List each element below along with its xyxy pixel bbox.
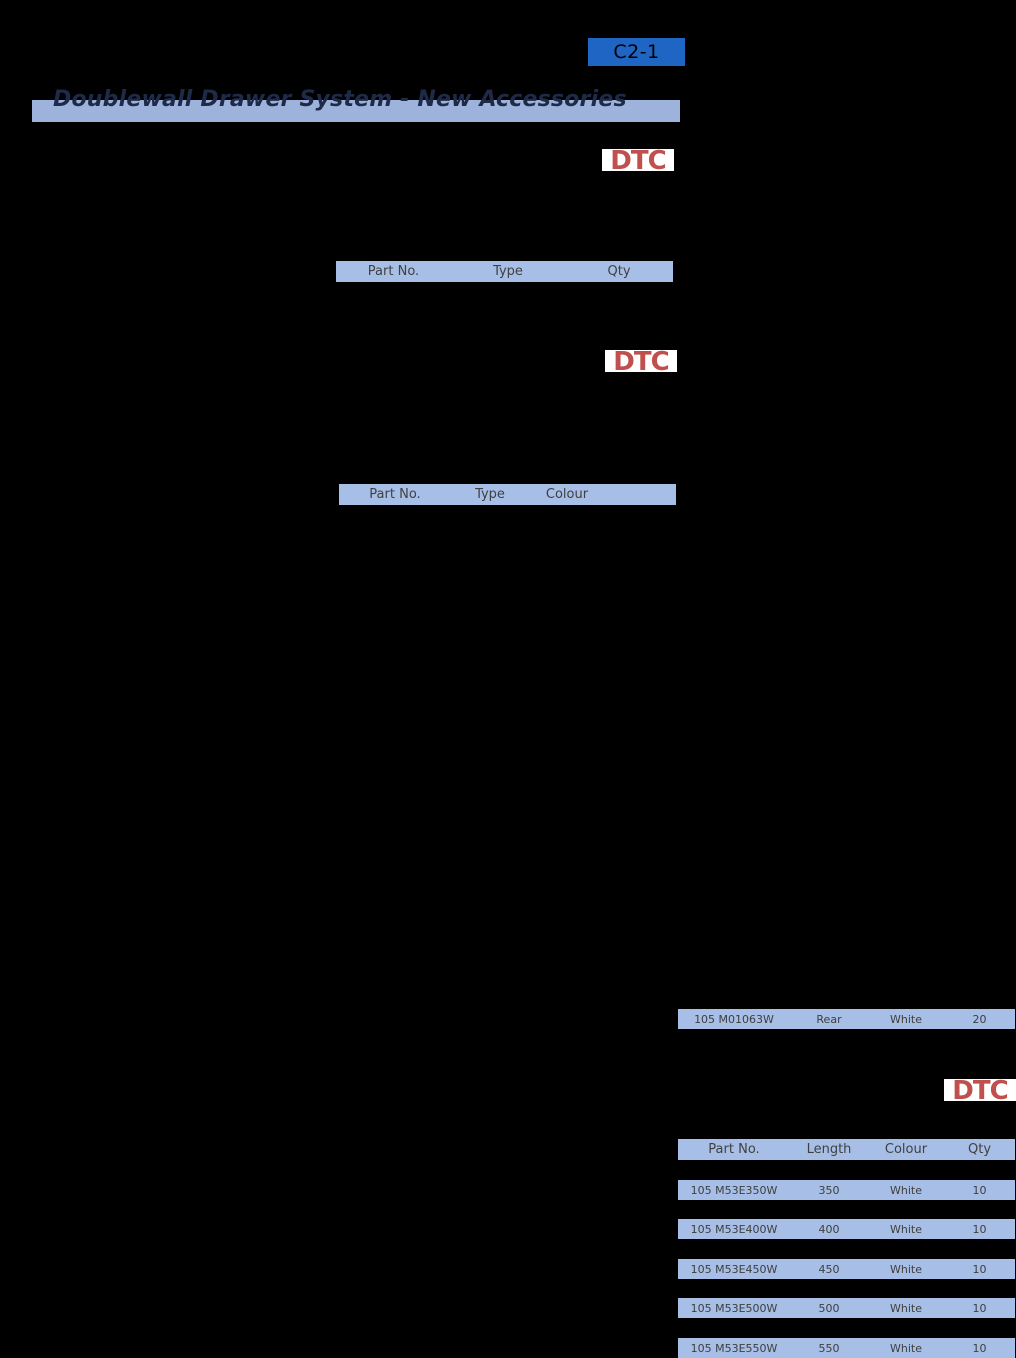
header-cell: Qty — [607, 264, 631, 279]
table-header — [678, 1139, 1015, 1160]
table-header — [336, 261, 673, 282]
cell-length: 350 — [818, 1183, 840, 1197]
title-band — [32, 87, 680, 122]
cell-part-no: 105 M53E550W — [690, 1341, 778, 1355]
header-cell: Type — [475, 487, 505, 502]
cell-qty: 10 — [972, 1222, 987, 1236]
table-row — [678, 1338, 1015, 1358]
table-row — [678, 1259, 1015, 1279]
page-number-tag: C2-1 — [588, 38, 685, 66]
header-cell: Part No. — [369, 487, 421, 502]
cell-colour: White — [890, 1341, 922, 1355]
cell-length: 550 — [818, 1341, 840, 1355]
cell-colour: White — [890, 1301, 922, 1315]
cell-colour: White — [890, 1012, 922, 1026]
header-cell: Qty — [967, 1142, 992, 1157]
cell-length: 500 — [818, 1301, 840, 1315]
dtc-logo: DTC — [605, 350, 677, 372]
header-cell: Type — [493, 264, 523, 279]
cell-part-no: 105 M53E400W — [690, 1222, 778, 1236]
table-row — [678, 1219, 1015, 1239]
table-row — [678, 1009, 1015, 1029]
cell-part-no: 105 M53E350W — [690, 1183, 778, 1197]
cell-colour: White — [890, 1262, 922, 1276]
header-cell: Colour — [884, 1142, 928, 1157]
cell-type: Rear — [816, 1012, 842, 1026]
table-header — [339, 484, 1008, 1355]
table-row — [678, 1180, 1015, 1200]
header-cell: Colour — [545, 487, 589, 502]
dtc-logo: DTC — [944, 1079, 1016, 1101]
cell-qty: 10 — [972, 1341, 987, 1355]
cell-part-no: 105 M53E450W — [690, 1262, 778, 1276]
cell-length: 450 — [818, 1262, 840, 1276]
cell-length: 400 — [818, 1222, 840, 1236]
header-cell: Length — [806, 1142, 852, 1157]
table-row — [678, 1298, 1015, 1318]
cell-qty: 10 — [972, 1262, 987, 1276]
header-cell: Part No. — [708, 1142, 760, 1157]
cell-colour: White — [890, 1183, 922, 1197]
cell-qty: 10 — [972, 1301, 987, 1315]
header-cell: Part No. — [367, 264, 420, 279]
cell-colour: White — [890, 1222, 922, 1236]
document-title: Doublewall Drawer System - New Accessories — [53, 87, 627, 112]
cell-qty: 10 — [972, 1183, 987, 1197]
cell-part-no: 105 M01063W — [694, 1012, 774, 1026]
cell-part-no: 105 M53E500W — [690, 1301, 778, 1315]
cell-qty: 20 — [972, 1012, 987, 1026]
dtc-logo: DTC — [602, 149, 674, 171]
